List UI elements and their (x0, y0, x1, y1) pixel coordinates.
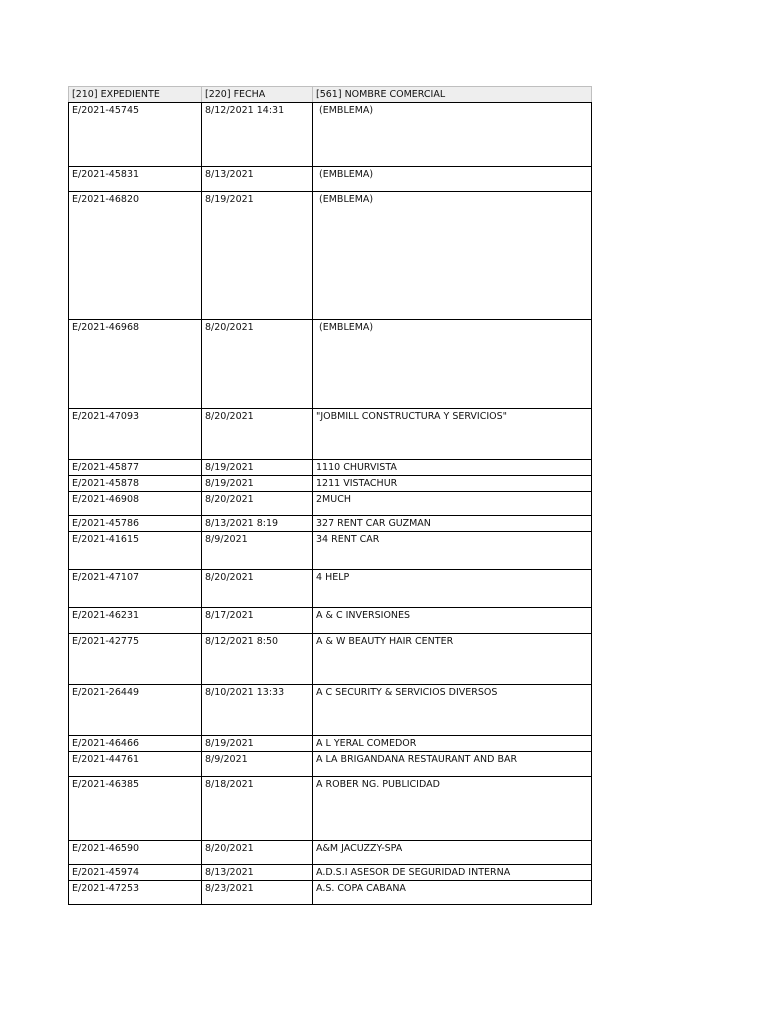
cell-expediente: E/2021-47253 (69, 881, 202, 905)
cell-expediente: E/2021-46968 (69, 320, 202, 409)
cell-expediente: E/2021-46820 (69, 192, 202, 320)
cell-nombre-comercial: A&M JACUZZY-SPA (313, 841, 592, 865)
cell-nombre-comercial: A.D.S.I ASESOR DE SEGURIDAD INTERNA (313, 865, 592, 881)
table-row (69, 752, 592, 777)
cell-fecha: 8/20/2021 (202, 409, 313, 460)
cell-fecha: 8/20/2021 (202, 492, 313, 516)
table-row (69, 476, 592, 492)
table-row (69, 532, 592, 570)
cell-nombre-comercial: 1110 CHURVISTA (313, 460, 592, 476)
cell-fecha: 8/9/2021 (202, 532, 313, 570)
cell-fecha: 8/20/2021 (202, 320, 313, 409)
cell-nombre-comercial: A C SECURITY & SERVICIOS DIVERSOS (313, 685, 592, 736)
cell-fecha: 8/23/2021 (202, 881, 313, 905)
cell-expediente: E/2021-47093 (69, 409, 202, 460)
cell-nombre-comercial: A ROBER NG. PUBLICIDAD (313, 777, 592, 841)
table-row (69, 881, 592, 905)
cell-expediente: E/2021-45877 (69, 460, 202, 476)
cell-nombre-comercial: A L YERAL COMEDOR (313, 736, 592, 752)
cell-fecha: 8/20/2021 (202, 841, 313, 865)
cell-fecha: 8/19/2021 (202, 192, 313, 320)
table-row (69, 841, 592, 865)
cell-fecha: 8/13/2021 (202, 865, 313, 881)
table-row (69, 460, 592, 476)
records-table (68, 86, 592, 905)
cell-fecha: 8/19/2021 (202, 476, 313, 492)
cell-expediente: E/2021-45831 (69, 167, 202, 192)
cell-nombre-comercial: A LA BRIGANDANA RESTAURANT AND BAR (313, 752, 592, 777)
table-row (69, 865, 592, 881)
cell-expediente: E/2021-41615 (69, 532, 202, 570)
cell-nombre-comercial: (EMBLEMA) (313, 320, 592, 409)
cell-nombre-comercial: 327 RENT CAR GUZMAN (313, 516, 592, 532)
cell-fecha: 8/19/2021 (202, 460, 313, 476)
table-row (69, 492, 592, 516)
cell-expediente: E/2021-46908 (69, 492, 202, 516)
cell-fecha: 8/20/2021 (202, 570, 313, 608)
cell-expediente: E/2021-45878 (69, 476, 202, 492)
cell-expediente: E/2021-46385 (69, 777, 202, 841)
cell-fecha: 8/9/2021 (202, 752, 313, 777)
table-row (69, 167, 592, 192)
cell-nombre-comercial: (EMBLEMA) (313, 192, 592, 320)
cell-fecha: 8/12/2021 8:50 (202, 634, 313, 685)
cell-nombre-comercial: 4 HELP (313, 570, 592, 608)
cell-fecha: 8/18/2021 (202, 777, 313, 841)
header-expediente: [210] EXPEDIENTE (69, 87, 202, 103)
cell-expediente: E/2021-46466 (69, 736, 202, 752)
cell-nombre-comercial: 34 RENT CAR (313, 532, 592, 570)
cell-nombre-comercial: 2MUCH (313, 492, 592, 516)
cell-fecha: 8/17/2021 (202, 608, 313, 634)
cell-fecha: 8/10/2021 13:33 (202, 685, 313, 736)
cell-nombre-comercial: A.S. COPA CABANA (313, 881, 592, 905)
header-fecha: [220] FECHA (202, 87, 313, 103)
cell-fecha: 8/13/2021 8:19 (202, 516, 313, 532)
cell-expediente: E/2021-45786 (69, 516, 202, 532)
table-row (69, 608, 592, 634)
cell-expediente: E/2021-26449 (69, 685, 202, 736)
table-row (69, 634, 592, 685)
cell-fecha: 8/12/2021 14:31 (202, 103, 313, 167)
cell-nombre-comercial: (EMBLEMA) (313, 167, 592, 192)
table-row (69, 736, 592, 752)
cell-expediente: E/2021-46231 (69, 608, 202, 634)
cell-expediente: E/2021-42775 (69, 634, 202, 685)
table-row (69, 685, 592, 736)
table-row (69, 320, 592, 409)
table-row (69, 409, 592, 460)
cell-nombre-comercial: A & W BEAUTY HAIR CENTER (313, 634, 592, 685)
table-row (69, 777, 592, 841)
cell-expediente: E/2021-45974 (69, 865, 202, 881)
table-header-row (69, 87, 592, 103)
cell-nombre-comercial: "JOBMILL CONSTRUCTURA Y SERVICIOS" (313, 409, 592, 460)
cell-nombre-comercial: (EMBLEMA) (313, 103, 592, 167)
cell-nombre-comercial: 1211 VISTACHUR (313, 476, 592, 492)
header-nombre-comercial: [561] NOMBRE COMERCIAL (313, 87, 592, 103)
table-row (69, 103, 592, 167)
table-row (69, 570, 592, 608)
cell-expediente: E/2021-47107 (69, 570, 202, 608)
table-row (69, 192, 592, 320)
table-row (69, 516, 592, 532)
cell-expediente: E/2021-46590 (69, 841, 202, 865)
cell-expediente: E/2021-44761 (69, 752, 202, 777)
cell-fecha: 8/19/2021 (202, 736, 313, 752)
cell-expediente: E/2021-45745 (69, 103, 202, 167)
cell-fecha: 8/13/2021 (202, 167, 313, 192)
cell-nombre-comercial: A & C INVERSIONES (313, 608, 592, 634)
